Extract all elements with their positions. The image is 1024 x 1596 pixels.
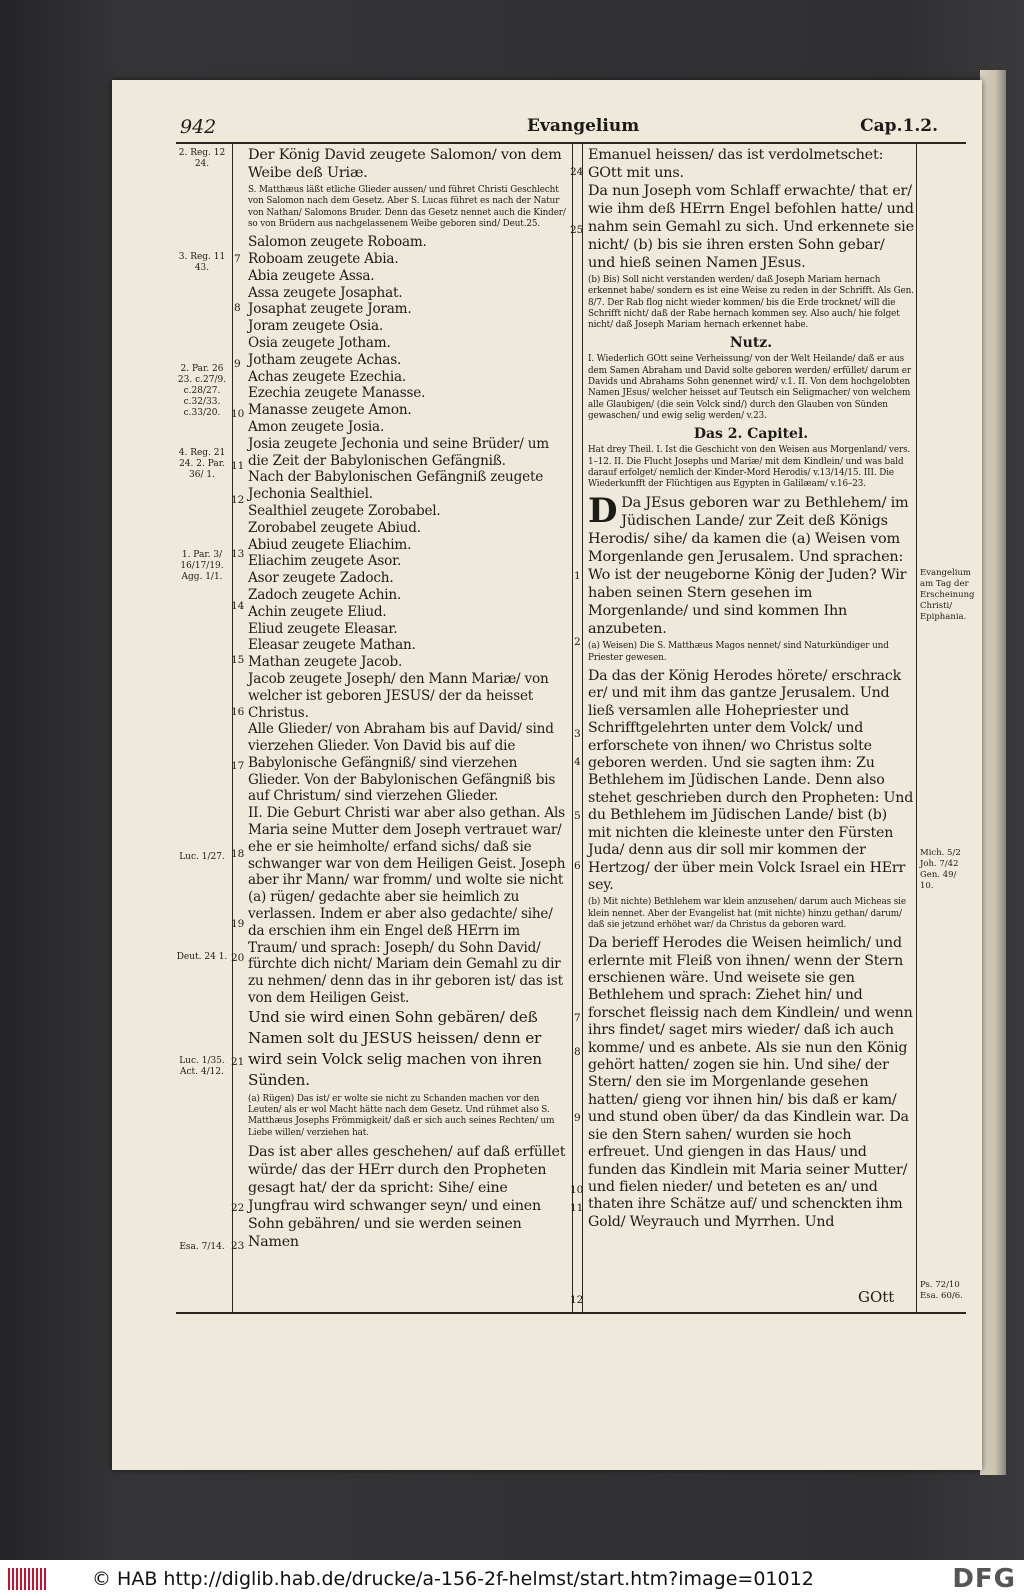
book-page — [112, 80, 982, 1470]
genealogy-line: Abia zeugete Assa. — [248, 267, 375, 284]
genealogy-line: Zadoch zeugete Achin. — [248, 586, 402, 603]
chapter-summary: Hat drey Theil. I. Ist die Geschicht von den Weisen aus Morgenland/ vers. 1–12. II. Die Flucht Josephs und Mariæ/ mit dem Kindlein/ und was bald darauf erfolget/ nemlich der Kinder-Mord Herodis/ v.13/14/15. III. Die Wiederkunfft der Flüchtigen aus Egypten in Galilæam/ v.16–23. — [588, 445, 911, 490]
opening-verse: Emanuel heissen/ das ist verdolmetschet: GOtt mit uns. — [588, 147, 884, 181]
dfg-logo: DFG — [952, 1564, 1016, 1594]
verse-number: 2 — [574, 636, 581, 648]
margin-ref: Ps. 72/10 Esa. 60/6. — [920, 1280, 963, 1301]
verse-number: 7 — [574, 1012, 581, 1024]
verse-number: 3 — [574, 728, 581, 740]
verse-number: 1 — [574, 570, 581, 582]
verse-number: 16 — [231, 706, 245, 718]
genealogy-line: Eleasar zeugete Mathan. — [248, 637, 416, 654]
birth-narrative: II. Die Geburt Christi war aber also gethan. Als Maria seine Mutter dem Joseph vertrauet war/ ehe er sie heimholte/ erfand sichs/ daß sie schwanger war von dem Heiligen Geist. Joseph aber ihr Mann/ war fromm/ und wolte sie nicht (a) rügen/ gedachte aber sie heimlich zu verlassen. Indem er aber also gedachte/ sihe/ da erschien ihm ein Engel deß HErrn im Traum/ und sprach: Joseph/ du Sohn David/ fürchte dich nicht/ Mariam dein Gemahl zu dir zu nehmen/ denn das in ihr geboren ist/ das ist von dem Heiligen Geist. — [248, 805, 566, 1007]
margin-ref: Luc. 1/27. — [179, 852, 225, 862]
genealogy-line: Mathan zeugete Jacob. — [248, 654, 403, 671]
running-title: Evangelium — [527, 116, 640, 136]
gloss-note: S. Matthæus läßt etliche Glieder aussen/ und führet Christi Geschlecht von Salomon nach dem Gesetz. Aber S. Lucas führet es nach der Natur von Nathan/ Salomons Bruder. Denn das Gesetz nennet auch die Kinder/ so von Brüdern aus nachgelassenem Weibe geboren sind/ Deut.25. — [248, 185, 566, 229]
margin-ref: Luc. 1/35. Act. 4/12. — [179, 1056, 225, 1077]
verse-body: Da JEsus geboren war zu Bethlehem/ im Jüdischen Lande/ zur Zeit deß Königs Herodis/ sihe/ da kamen die (a) Weisen vom Morgenlande gen Jerusalem. Und sprachen: Wo ist der neugeborne König der Juden? Wir haben seinen Stern gesehen im Morgenlande/ und sind kommen Ihn anzubeten. — [588, 495, 909, 638]
verse-text: Da das der König Herodes hörete/ erschrack er/ und mit ihm das gantze Jerusalem. Und ließ versamlen alle Hohepriester und Schrifftgelehrten unter dem Volck/ und erforschete von ihnen/ wo Christus solte geboren werden. Und sie sagten ihm: Zu Bethlehem im Jüdischen Lande. Denn also stehet geschrieben durch den Propheten: Und du Bethlehem im Jüdischen Lande/ bist (b) mit nichten die kleineste unter den Fürsten Juda/ denn aus dir soll mir kommen der Hertzog/ der über mein Volck Israel ein HErr sey. — [588, 668, 914, 893]
genealogy-line: Zorobabel zeugete Abiud. — [248, 519, 421, 536]
margin-ref: 1. Par. 3/ 16/17/19. Agg. 1/1. — [180, 550, 224, 582]
verse-number: 15 — [231, 654, 245, 666]
verse-number: 25 — [570, 224, 584, 236]
margin-ref: Mich. 5/2 Joh. 7/42 Gen. 49/ 10. — [920, 848, 961, 891]
genealogy-line: Eliud zeugete Eleasar. — [248, 620, 398, 637]
genealogy-line: Eliachim zeugete Asor. — [248, 553, 402, 570]
column-rule-left — [572, 142, 573, 1312]
margin-ref: 2. Par. 26 23. c.27/9. c.28/27. c.32/33. c.33/20. — [177, 364, 227, 418]
chapter-reference: Cap.1.2. — [860, 116, 938, 136]
footer-rule — [176, 1312, 966, 1314]
closing-verse: Das ist aber alles geschehen/ auf daß erfüllet würde/ das der HErr durch den Propheten gesagt hat/ der da spricht: Sihe/ eine Jungfrau wird schwanger seyn/ und einen Sohn gebähren/ und sie werden seinen Namen — [248, 1144, 566, 1251]
genealogy-line: Achas zeugete Ezechia. — [248, 368, 406, 385]
catchword: GOtt — [858, 1288, 895, 1306]
margin-ref: Evangelium am Tag der Erscheinung Christi/ Epiphania. — [920, 568, 975, 622]
genealogy-line: Sealthiel zeugete Zorobabel. — [248, 502, 441, 519]
verse-number: 10 — [231, 408, 245, 420]
verse-number: 19 — [231, 918, 245, 930]
margin-ref: 4. Reg. 21 24. 2. Par. 36/ 1. — [178, 448, 226, 480]
margin-rule-left — [232, 142, 233, 1312]
chapter-heading: Das 2. Capitel. — [693, 426, 809, 443]
margin-rule-right — [916, 142, 917, 1312]
gloss-note: (b) Mit nichte) Bethlehem war klein anzusehen/ darum auch Micheas sie klein nennet. Aber der Evangelist hat (mit nichte) hinzu gethan/ darum/ daß sie jetzund erhöhet war/ da Christus da geboren ward. — [588, 897, 907, 930]
header-rule — [176, 142, 966, 144]
gloss-note: (b) Bis) Soll nicht verstanden werden/ daß Joseph Mariam hernach erkennet habe/ sondern es ist eine Weise zu reden in der Schrifft. Als Gen. 8/7. Der Rab flog nicht wieder kommen/ bis die Erde trocknet/ will die Schrifft nicht/ daß der Rabe hernach kommen sey. Also auch/ hie folget nicht/ daß Joseph Mariam hernach erkennet habe. — [588, 275, 914, 331]
margin-ref: Deut. 24 1. — [176, 952, 228, 962]
opening-verse: Der König David zeugete Salomon/ von dem Weibe deß Uriæ. — [248, 147, 562, 181]
verse-number: 21 — [231, 1056, 245, 1068]
verse-number: 10 — [570, 1184, 584, 1196]
book-edge — [980, 70, 1006, 1475]
genealogy-line: Nach der Babylonischen Gefängniß zeugete Jechonia Sealthiel. — [248, 469, 544, 503]
viewer-footer — [0, 1560, 1024, 1596]
verse-number: 5 — [574, 810, 581, 822]
genealogy-line: Manasse zeugete Amon. — [248, 402, 412, 419]
verse-number: 14 — [231, 600, 245, 612]
verse-number: 7 — [234, 253, 241, 265]
genealogy-line: Salomon zeugete Roboam. — [248, 234, 427, 251]
genealogy-summary: Alle Glieder/ von Abraham bis auf David/ sind vierzehen Glieder. Von David bis auf die Babylonische Gefängniß/ sind vierzehen Glieder. Von der Babylonischen Gefängniß bis auf Christum/ sind vierzehen Glieder. — [248, 721, 556, 805]
verse-number: 12 — [570, 1294, 584, 1306]
section-heading: Nutz. — [729, 335, 773, 352]
verse-text — [588, 491, 914, 638]
genealogy-line: Ezechia zeugete Manasse. — [248, 385, 426, 402]
verse-number: 9 — [574, 1112, 581, 1124]
genealogy-line: Jotham zeugete Achas. — [248, 351, 402, 368]
page-number: 942 — [180, 116, 217, 138]
margin-ref: 3. Reg. 11 43. — [178, 252, 226, 273]
source-caption[interactable]: © HAB http://diglib.hab.de/drucke/a-156-2f-helmst/start.htm?image=01012 — [92, 1568, 814, 1590]
genealogy-line: Asor zeugete Zadoch. — [248, 570, 394, 587]
verse-text: Da nun Joseph vom Schlaff erwachte/ that er/ wie ihm deß HErrn Engel befohlen hatte/ und nahm sein Gemahl zu sich. Und erkennete sie nicht/ (b) bis sie ihren ersten Sohn gebar/ und hieß seinen Namen JEsus. — [588, 183, 914, 271]
margin-ref: Esa. 7/14. — [179, 1242, 225, 1252]
genealogy-line: Amon zeugete Josia. — [248, 418, 385, 435]
genealogy-line: Josaphat zeugete Joram. — [248, 301, 412, 318]
verse-number: 8 — [574, 1046, 581, 1058]
verse-number: 24 — [570, 166, 584, 178]
verse-number: 6 — [574, 860, 581, 872]
nutz-text: I. Wiederlich GOtt seine Verheissung/ von der Welt Heilande/ daß er aus dem Samen Abraham und David solte geboren werden/ erfüllet/ darum er Davids und Abrahams Sohn genennet wird/ v.1. II. Von dem hochgelobten Namen JEsus/ welcher heisset auf Teutsch ein Seligmacher/ von welchem alle Glaubigen/ (die sein Volck sind/) durch den Glauben von Sünden gewaschen/ und ewig selig werden/ v.23. — [588, 354, 911, 421]
verse-number: 20 — [231, 952, 245, 964]
emphasized-verse: Und sie wird einen Sohn gebären/ deß Namen solt du JESUS heissen/ denn er wird sein Volck selig machen von ihren Sünden. — [248, 1007, 542, 1089]
genealogy-line: Osia zeugete Jotham. — [248, 334, 391, 351]
verse-number: 17 — [231, 760, 245, 772]
gloss-note: (a) Rügen) Das ist/ er wolte sie nicht zu Schanden machen vor den Leuten/ als er wol Macht hätte nach dem Gesetz. Und rühmet also S. Matthæus Josephs Frömmigkeit/ daß er sich auch seines Rechten/ um Liebe willen/ verziehen hat. — [248, 1093, 555, 1138]
verse-number: 22 — [231, 1202, 245, 1214]
drop-cap: D — [588, 491, 618, 532]
genealogy-line: Assa zeugete Josaphat. — [248, 284, 403, 301]
verse-number: 12 — [231, 494, 245, 506]
right-column — [588, 146, 914, 1231]
verse-text: Da berieff Herodes die Weisen heimlich/ und erlernte mit Fleiß von ihnen/ wenn der Stern erschienen wäre. Und weisete sie gen Bethlehem und sprach: Ziehet hin/ und forschet fleissig nach dem Kindlein/ und wenn ihrs findet/ saget mirs wieder/ daß ich auch komme/ und es anbete. Als sie nun den König gehört hatten/ zogen sie hin. Und sihe/ der Stern/ den sie im Morgenlande gesehen hatten/ gieng vor ihnen hin/ bis daß er kam/ und stund oben über/ da das Kindlein war. Da sie den Stern sahen/ wurden sie hoch erfreuet. Und giengen in das Haus/ und funden das Kindlein mit Maria seiner Mutter/ und fielen nieder/ und beteten es an/ und thaten ihre Schätze auf/ und schenckten ihm Gold/ Weyrauch und Myrrhen. Und — [588, 935, 913, 1230]
genealogy-line: Abiud zeugete Eliachim. — [248, 536, 412, 553]
genealogy-line: Roboam zeugete Abia. — [248, 250, 399, 267]
verse-number: 9 — [234, 358, 241, 370]
verse-number: 11 — [231, 460, 245, 472]
verse-number: 11 — [570, 1202, 584, 1214]
verse-number: 18 — [231, 848, 245, 860]
genealogy-line: Josia zeugete Jechonia und seine Brüder/ um die Zeit der Babylonischen Gefängniß. — [248, 435, 549, 469]
column-rule-right — [582, 142, 583, 1312]
verse-number: 13 — [231, 548, 245, 560]
verse-number: 8 — [234, 302, 241, 314]
genealogy-line: Achin zeugete Eliud. — [248, 603, 387, 620]
hab-logo-icon — [8, 1568, 48, 1590]
margin-ref: 2. Reg. 12 24. — [178, 148, 226, 169]
verse-number: 23 — [231, 1240, 245, 1252]
verse-number: 4 — [574, 756, 581, 768]
running-header — [172, 116, 960, 142]
genealogy-line: Joram zeugete Osia. — [248, 318, 384, 335]
left-column — [248, 146, 566, 1251]
genealogy-line: Jacob zeugete Joseph/ den Mann Mariæ/ von welcher ist geboren JESUS/ der da heisset Christus. — [248, 670, 549, 721]
gloss-note: (a) Weisen) Die S. Matthæus Magos nennet/ sind Naturkündiger und Priester gewesen. — [588, 641, 889, 663]
